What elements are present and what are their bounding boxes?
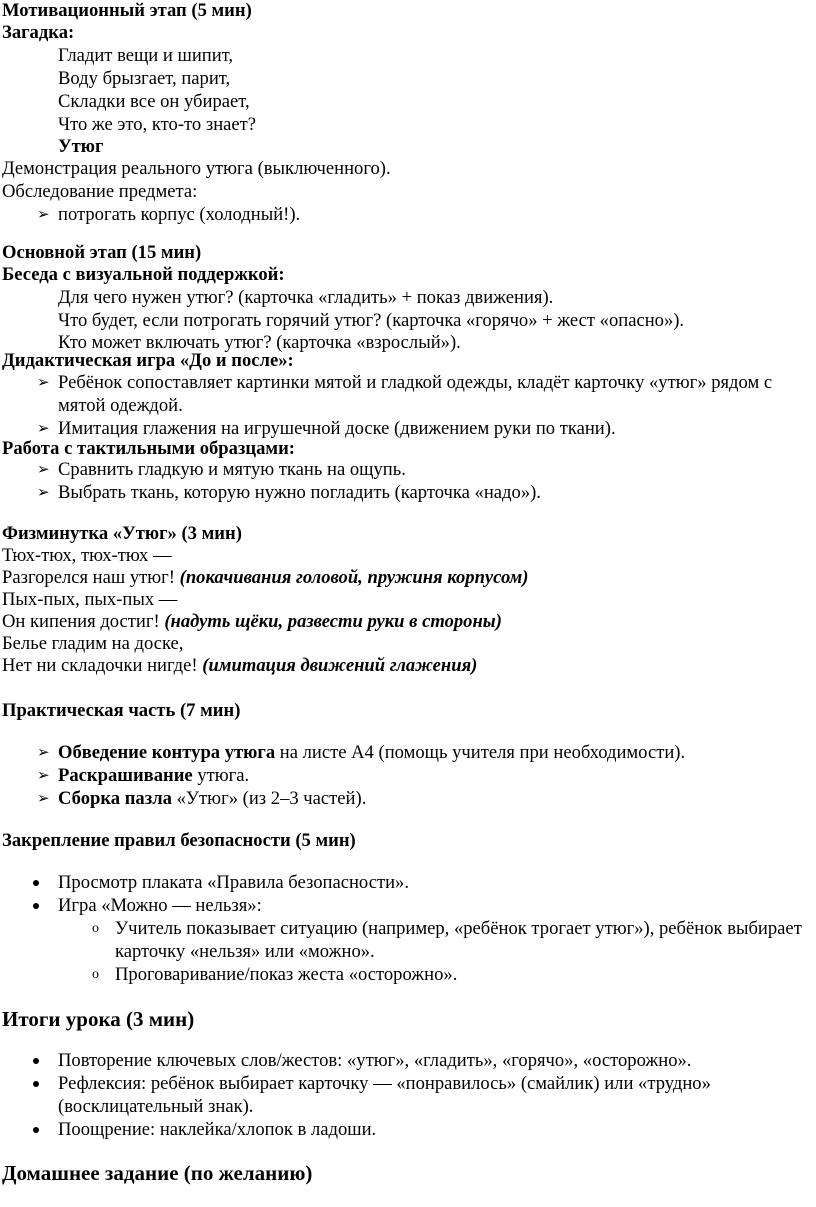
- poem-line: [2, 545, 172, 567]
- poem-line: [2, 589, 177, 611]
- talk-line: Что будет, если потрогать горячий утюг? (карточка «горячо» + жест «опасно»).: [58, 310, 685, 331]
- bullet-dot-icon: [33, 880, 39, 886]
- summary-item-line: Повторение ключевых слов/жестов: «утюг», «гладить», «горячо», «осторожно».: [58, 1050, 692, 1071]
- arrow-bullet-icon: ➢: [37, 768, 50, 784]
- arrow-bullet-icon: ➢: [37, 462, 50, 478]
- exam-item: потрогать корпус (холодный!).: [58, 204, 301, 225]
- section-title-safety: Закрепление правил безопасности (5 мин): [2, 830, 356, 851]
- talk-label: Беседа с визуальной поддержкой:: [2, 264, 285, 285]
- section-title-main: Основной этап (15 мин): [2, 242, 202, 263]
- safety-subitem-line: Учитель показывает ситуацию (например, «ребёнок трогает утюг»), ребёнок выбирает: [115, 918, 802, 939]
- riddle-answer: Утюг: [58, 136, 104, 157]
- section-title-practice: Практическая часть (7 мин): [2, 700, 241, 721]
- riddle-line: Гладит вещи и шипит,: [58, 45, 234, 66]
- riddle-line: Складки все он убирает,: [58, 91, 250, 112]
- game-label: Дидактическая игра «До и после»:: [2, 350, 294, 371]
- poem-note: (надуть щёки, развести руки в стороны): [164, 611, 502, 632]
- talk-line: Для чего нужен утюг? (карточка «гладить» + показ движения).: [58, 287, 554, 308]
- arrow-bullet-icon: ➢: [37, 485, 50, 501]
- section-title-physminute: Физминутка «Утюг» (3 мин): [2, 523, 242, 544]
- exam-label: Обследование предмета:: [2, 181, 198, 202]
- summary-item-line: Поощрение: наклейка/хлопок в ладоши.: [58, 1119, 377, 1140]
- arrow-bullet-icon: ➢: [37, 207, 50, 223]
- riddle-label: Загадка:: [2, 22, 75, 43]
- practice-item-rest: «Утюг» (из 2–3 частей).: [171, 788, 367, 809]
- poem-text: Разгорелся наш утюг!: [2, 567, 175, 588]
- safety-subitem-line: карточку «нельзя» или «можно».: [115, 941, 375, 962]
- poem-note: (имитация движений глажения): [202, 655, 478, 676]
- arrow-bullet-icon: ➢: [37, 745, 50, 761]
- safety-item: Игра «Можно — нельзя»:: [58, 895, 262, 916]
- practice-item-bold: Раскрашивание: [58, 765, 193, 786]
- section-title-summary: Итоги урока (3 мин): [2, 1007, 195, 1031]
- bullet-dot-icon: [33, 1127, 39, 1133]
- bullet-dot-icon: [33, 1081, 39, 1087]
- bullet-dot-icon: [33, 1058, 39, 1064]
- practice-item-rest: на листе А4 (помощь учителя при необходимости).: [275, 742, 686, 763]
- practice-item-bold: Сборка пазла: [58, 788, 172, 809]
- practice-item-bold: Обведение контура утюга: [58, 742, 276, 763]
- poem-text: Пых-пых, пых-пых —: [2, 589, 178, 610]
- practice-item-rest: утюга.: [192, 765, 250, 786]
- circle-bullet-icon: o: [92, 967, 99, 982]
- demo-text: Демонстрация реального утюга (выключенного).: [2, 158, 391, 179]
- riddle-line: Что же это, кто-то знает?: [58, 114, 257, 135]
- riddle-line: Воду брызгает, парит,: [58, 68, 231, 89]
- game-item-line: мятой одеждой.: [58, 395, 183, 416]
- summary-item-line: (восклицательный знак).: [58, 1096, 254, 1117]
- poem-line: [2, 567, 528, 589]
- arrow-bullet-icon: ➢: [37, 421, 50, 437]
- circle-bullet-icon: o: [92, 921, 99, 936]
- practice-item: [58, 788, 366, 810]
- poem-line: [2, 633, 183, 655]
- arrow-bullet-icon: ➢: [37, 791, 50, 807]
- poem-text: Белье гладим на доске,: [2, 633, 184, 654]
- talk-line: Кто может включать утюг? (карточка «взрослый»).: [58, 332, 461, 353]
- safety-item: Просмотр плаката «Правила безопасности».: [58, 872, 409, 893]
- game-item-line: Ребёнок сопоставляет картинки мятой и гладкой одежды, кладёт карточку «утюг» рядом с: [58, 372, 773, 393]
- practice-item: [58, 742, 685, 764]
- tactile-label: Работа с тактильными образцами:: [2, 438, 295, 459]
- section-title-motivation: Мотивационный этап (5 мин): [2, 0, 252, 21]
- arrow-bullet-icon: ➢: [37, 375, 50, 391]
- poem-note: (покачивания головой, пружиня корпусом): [179, 567, 529, 588]
- tactile-item: Сравнить гладкую и мятую ткань на ощупь.: [58, 459, 406, 480]
- summary-item-line: Рефлексия: ребёнок выбирает карточку — «понравилось» (смайлик) или «трудно»: [58, 1073, 711, 1094]
- poem-text: Он кипения достиг!: [2, 611, 160, 632]
- section-title-homework: Домашнее задание (по желанию): [2, 1161, 313, 1185]
- practice-item: [58, 765, 249, 787]
- poem-text: Нет ни складочки нигде!: [2, 655, 198, 676]
- game-item-line: Имитация глажения на игрушечной доске (движением руки по ткани).: [58, 418, 616, 439]
- poem-line: [2, 611, 502, 633]
- poem-line: [2, 655, 477, 677]
- safety-subitem-line: Проговаривание/показ жеста «осторожно».: [115, 964, 458, 985]
- bullet-dot-icon: [33, 903, 39, 909]
- tactile-item: Выбрать ткань, которую нужно погладить (карточка «надо»).: [58, 482, 541, 503]
- poem-text: Тюх-тюх, тюх-тюх —: [2, 545, 172, 566]
